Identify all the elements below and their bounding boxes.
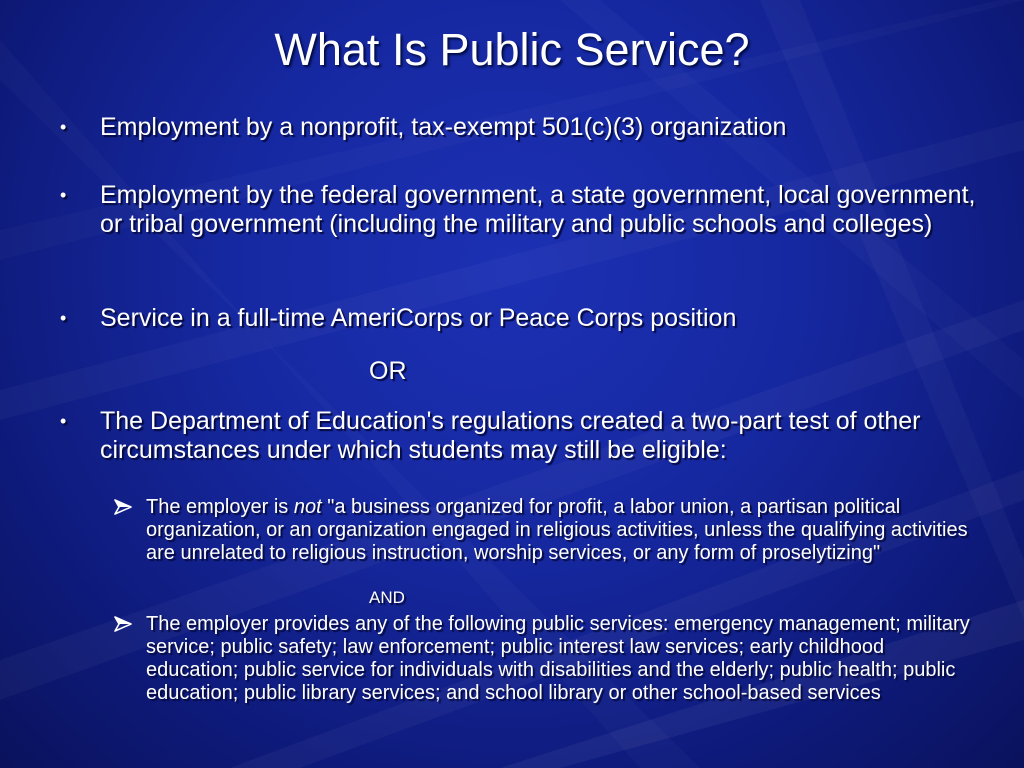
sub-bullet-public-services — [113, 613, 973, 705]
bullet-item-americorps — [60, 304, 980, 333]
bullet-text: Service in a full-time AmeriCorps or Peace Corps position — [100, 304, 737, 332]
and-separator: AND — [369, 588, 405, 607]
bullet-dot-icon: • — [60, 185, 67, 205]
sub-bullet-not-business — [113, 496, 973, 565]
bullet-item-government — [60, 181, 980, 239]
or-separator: OR — [369, 357, 407, 385]
sub-bullet-text — [146, 496, 973, 565]
emphasis-not: not — [293, 496, 322, 518]
bullet-item-nonprofit — [60, 113, 980, 142]
bullet-text: The Department of Education's regulations created a two-part test of other circumstances under which students may still be eligible: — [100, 407, 921, 464]
sub-bullet-rest: "a business organized for profit, a labor union, a partisan political organization, or an organization engaged in religious activities, unless the qualifying activities are unrelated to religious instruction, worship services, or any form of proselytizing" — [146, 496, 968, 564]
sub-bullet-prefix: The employer is — [146, 496, 294, 518]
bullet-dot-icon: • — [60, 411, 67, 431]
bullet-dot-icon: • — [60, 117, 67, 137]
arrow-bullet-icon — [113, 498, 135, 516]
arrow-bullet-icon — [113, 615, 135, 633]
bullet-dot-icon: • — [60, 308, 67, 328]
bullet-item-department-test — [60, 407, 980, 465]
slide-title: What Is Public Service? — [274, 24, 750, 75]
sub-bullet-text: The employer provides any of the following public services: emergency management; military service; public safety; law enforcement; public interest law services; early childhood education; public service for individuals with disabilities and the elderly; public health; public education; public library services; and school library or other school-based services — [146, 613, 970, 704]
bullet-text: Employment by a nonprofit, tax-exempt 501(c)(3) organization — [100, 113, 787, 141]
bullet-text: Employment by the federal government, a state government, local government, or tribal government (including the military and public schools and colleges) — [100, 181, 976, 238]
